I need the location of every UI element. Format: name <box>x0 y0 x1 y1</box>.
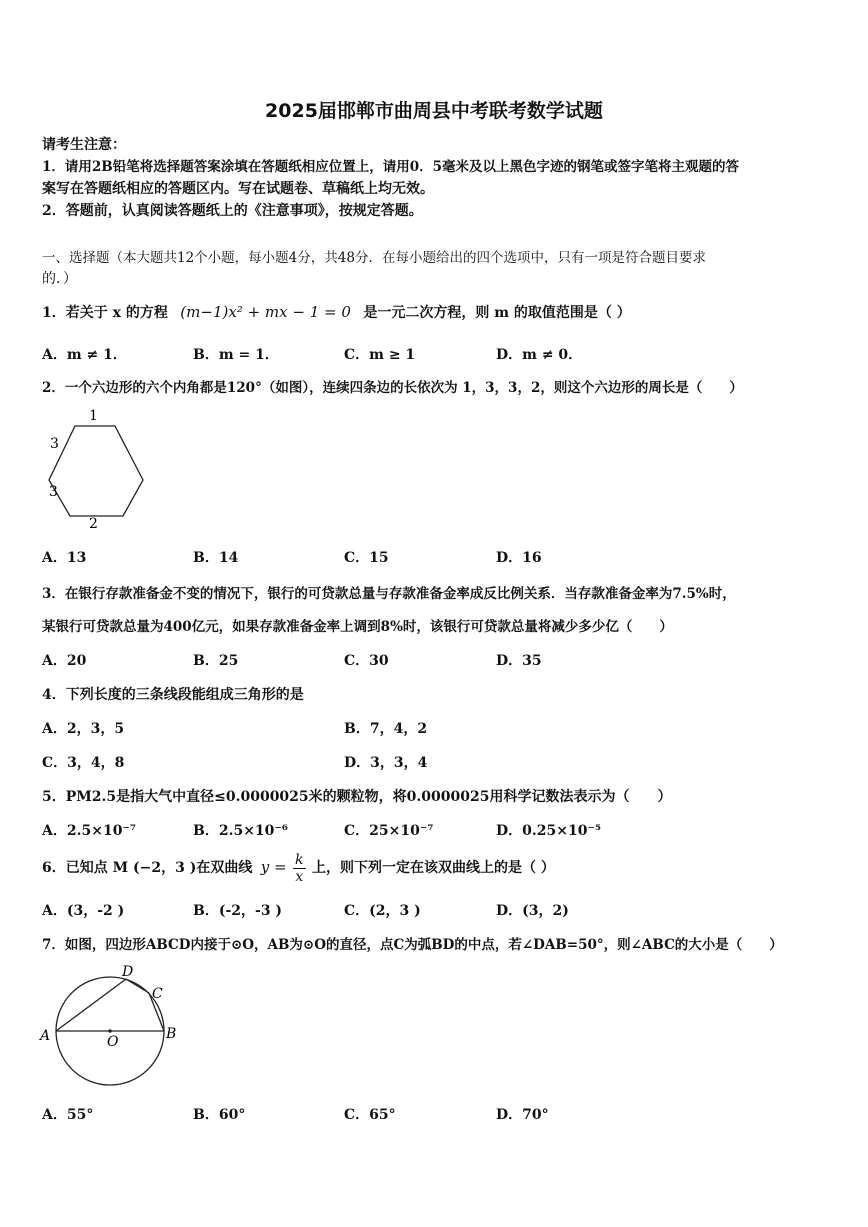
question-3-line-2: 某银行可贷款总量为400亿元，如果存款准备金率上调到8%时，该银行可贷款总量将减少多少亿（ ） <box>42 619 673 635</box>
q5-option-c[interactable]: C．25×10⁻⁷ <box>344 823 434 839</box>
q7-option-d[interactable]: D．70° <box>496 1107 549 1123</box>
question-6-tail: 上，则下列一定在该双曲线上的是（ ） <box>311 860 555 876</box>
q5-option-a[interactable]: A．2.5×10⁻⁷ <box>42 823 136 839</box>
q4-option-b[interactable]: B．7，4，2 <box>344 721 428 737</box>
q4-option-c[interactable]: C．3，4，8 <box>42 755 125 771</box>
q2-option-a[interactable]: A．13 <box>42 550 87 566</box>
circle-label-a: A <box>40 1028 51 1044</box>
notice-line-2: 2．答题前，认真阅读答题纸上的《注意事项》，按规定答题。 <box>42 203 423 219</box>
q6-option-d[interactable]: D．(3，2) <box>496 903 569 919</box>
page-title: 2025届邯郸市曲周县中考联考数学试题 <box>265 100 603 122</box>
hexagon-label-top: 1 <box>89 408 98 424</box>
circle-label-o: O <box>107 1034 119 1050</box>
circle-label-c: C <box>152 986 163 1002</box>
q5-option-d[interactable]: D．0.25×10⁻⁵ <box>496 823 601 839</box>
fraction-denominator: x <box>295 868 304 885</box>
question-1-tail: 是一元二次方程，则 m 的取值范围是（ ） <box>363 305 631 321</box>
q1-option-d[interactable]: D．m ≠ 0． <box>496 347 583 363</box>
hexagon-label-upper-left: 3 <box>50 436 59 452</box>
q6-option-a[interactable]: A．(3，-2 ) <box>42 903 125 919</box>
q7-option-c[interactable]: C．65° <box>344 1107 396 1123</box>
q2-option-d[interactable]: D．16 <box>496 550 542 566</box>
question-1 <box>42 302 631 322</box>
question-7: 7．如图，四边形ABCD内接于⊙O，AB为⊙O的直径，点C为弧BD的中点，若∠DAB=50°，则∠ABC的大小是（ ） <box>42 937 783 953</box>
q3-option-b[interactable]: B．25 <box>193 653 239 669</box>
notice-line-1b: 案写在答题纸相应的答题区内。写在试题卷、草稿纸上均无效。 <box>42 181 434 197</box>
hexagon-figure <box>40 404 146 530</box>
q4-option-d[interactable]: D．3，3，4 <box>344 755 428 771</box>
q3-option-a[interactable]: A．20 <box>42 653 87 669</box>
notice-line-1a: 1．请用2B铅笔将选择题答案涂填在答题纸相应位置上，请用0．5毫米及以上黑色字迹的钢笔或签字笔将主观题的答 <box>42 159 739 175</box>
question-6-fraction <box>293 852 305 885</box>
q7-option-b[interactable]: B．60° <box>193 1107 246 1123</box>
q3-option-d[interactable]: D．35 <box>496 653 542 669</box>
q2-option-b[interactable]: B．14 <box>193 550 239 566</box>
q1-option-c[interactable]: C．m ≥ 1 <box>344 347 416 363</box>
question-1-stem: 1．若关于 x 的方程 <box>42 305 168 321</box>
circle-figure <box>36 960 178 1090</box>
hexagon-label-lower-left: 3 <box>49 484 58 500</box>
hexagon-label-bottom: 2 <box>89 516 98 530</box>
q6-option-c[interactable]: C．(2，3 ) <box>344 903 421 919</box>
q6-option-b[interactable]: B．(-2，-3 ) <box>193 903 283 919</box>
section-heading-line-2: 的．） <box>42 271 77 287</box>
q1-option-a[interactable]: A．m ≠ 1． <box>42 347 127 363</box>
q4-option-a[interactable]: A．2，3，5 <box>42 721 125 737</box>
circle-label-d: D <box>122 964 134 980</box>
fraction-numerator: k <box>295 851 304 868</box>
notice-heading: 请考生注意： <box>42 137 126 153</box>
question-6-stem: 6．已知点 M (−2，3 )在双曲线 <box>42 860 253 876</box>
q5-option-b[interactable]: B．2.5×10⁻⁶ <box>193 823 288 839</box>
section-heading-line-1: 一、选择题（本大题共12个小题，每小题4分，共48分．在每小题给出的四个选项中，只有一项是符合题目要求 <box>42 250 706 266</box>
question-1-equation: (m−1)x² + mx − 1 = 0 <box>180 303 351 321</box>
question-6 <box>42 848 555 887</box>
circle-label-b: B <box>166 1026 177 1042</box>
question-5: 5．PM2.5是指大气中直径≤0.0000025米的颗粒物，将0.0000025用科学记数法表示为（ ） <box>42 789 672 805</box>
q7-option-a[interactable]: A．55° <box>42 1107 94 1123</box>
question-4: 4．下列长度的三条线段能组成三角形的是 <box>42 687 304 703</box>
question-6-y: y = <box>260 858 287 876</box>
q2-option-c[interactable]: C．15 <box>344 550 389 566</box>
q3-option-c[interactable]: C．30 <box>344 653 389 669</box>
q1-option-b[interactable]: B．m = 1． <box>193 347 279 363</box>
question-2: 2．一个六边形的六个内角都是120°（如图），连续四条边的长依次为 1，3，3，2，则这个六边形的周长是（ ） <box>42 380 743 396</box>
question-3-line-1: 3．在银行存款准备金不变的情况下，银行的可贷款总量与存款准备金率成反比例关系．当存款准备金率为7.5%时， <box>42 586 736 602</box>
